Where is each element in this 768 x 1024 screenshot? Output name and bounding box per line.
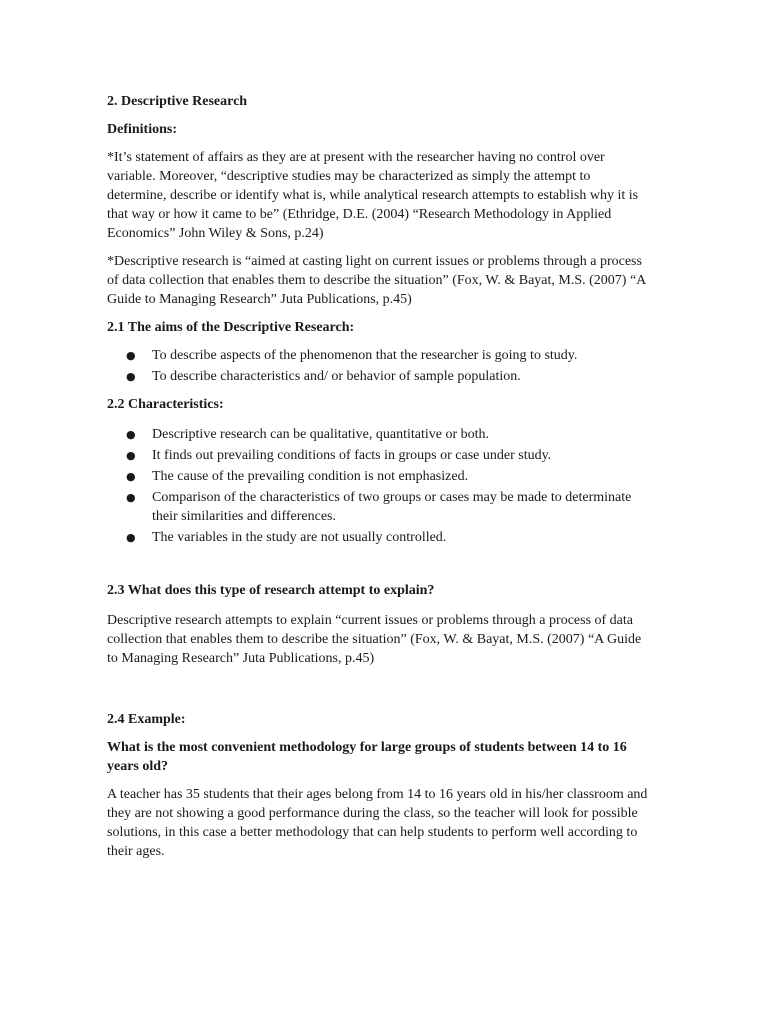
list-item-text: Comparison of the characteristics of two groups or cases may be made to determinate their similarities and differences. (152, 490, 632, 524)
list-item-text: The cause of the prevailing condition is not emphasized. (152, 469, 469, 484)
list-item (107, 425, 652, 444)
example-heading: 2.4 Example: (107, 712, 186, 727)
definitions-heading: Definitions: (107, 122, 177, 137)
bullet-icon: ● (126, 491, 136, 504)
example-paragraph: A teacher has 35 students that their ages belong from 14 to 16 years old in his/her classroom and they are not showing a good performance during the class, so the teacher will look for possible solutions, in this case a better methodology that can help students to perform well according to their ages. (107, 787, 648, 859)
list-item-text: The variables in the study are not usually controlled. (152, 530, 447, 545)
list-item (107, 467, 652, 486)
bullet-icon: ● (126, 531, 136, 544)
bullet-icon: ● (126, 449, 136, 462)
aims-list (107, 346, 652, 386)
list-item (107, 446, 652, 465)
document-page (107, 92, 652, 861)
definition-paragraph-1: *It’s statement of affairs as they are at present with the researcher having no control over variable. Moreover, “descriptive studies may be characterized as simply the attempt to determine, describe or identify what is, while analytical research attempts to establish why it is that way or how it came to be” (Ethridge, D.E. (2004) “Research Methodology in Applied Economics” John Wiley & Sons, p.24) (107, 150, 639, 241)
definition-paragraph-2: *Descriptive research is “aimed at casting light on current issues or problems through a process of data collection that enables them to describe the situation” (Fox, W. & Bayat, M.S. (2007) “A Guide to Managing Research” Juta Publications, p.45) (107, 254, 646, 307)
explain-paragraph: Descriptive research attempts to explain “current issues or problems through a process of data collection that enables them to describe the situation” (Fox, W. & Bayat, M.S. (2007) “A Guide to Managing Research” Juta Publications, p.45) (107, 613, 642, 666)
list-item-text: To describe characteristics and/ or behavior of sample population. (152, 369, 521, 384)
explain-heading: 2.3 What does this type of research attempt to explain? (107, 583, 435, 598)
characteristics-heading: 2.2 Characteristics: (107, 397, 224, 412)
list-item (107, 367, 652, 386)
bullet-icon: ● (126, 428, 136, 441)
list-item-text: To describe aspects of the phenomenon that the researcher is going to study. (152, 348, 578, 363)
list-item-text: It finds out prevailing conditions of facts in groups or case under study. (152, 448, 552, 463)
aims-heading: 2.1 The aims of the Descriptive Research: (107, 320, 355, 335)
section-title: 2. Descriptive Research (107, 94, 248, 109)
bullet-icon: ● (126, 370, 136, 383)
list-item (107, 528, 652, 547)
characteristics-list (107, 425, 652, 547)
list-item (107, 346, 652, 365)
bullet-icon: ● (126, 470, 136, 483)
example-question: What is the most convenient methodology for large groups of students between 14 to 16 years old? (107, 740, 627, 774)
list-item-text: Descriptive research can be qualitative, quantitative or both. (152, 427, 490, 442)
list-item (107, 488, 652, 526)
bullet-icon: ● (126, 349, 136, 362)
